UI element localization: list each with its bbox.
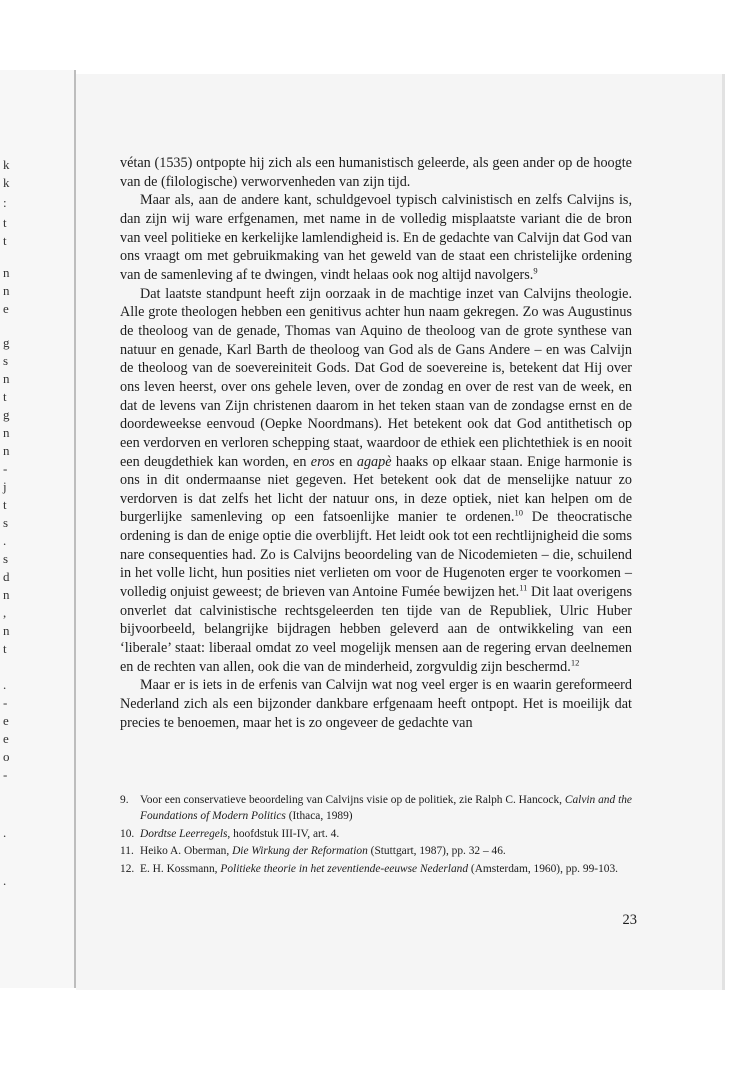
footnote: 11. Heiko A. Oberman, Die Wirkung der Reformation (Stuttgart, 1987), pp. 32 – 46.: [120, 845, 506, 858]
margin-fragment: g: [3, 335, 10, 350]
margin-fragment: -: [3, 695, 8, 710]
book-page: [76, 74, 725, 990]
margin-fragment: t: [3, 233, 7, 248]
footnote-ref[interactable]: 11: [519, 582, 528, 593]
footnote-ref[interactable]: 9: [533, 265, 538, 276]
margin-fragment: -: [3, 461, 8, 476]
paragraph: Dat laatste standpunt heeft zijn oorzaak in de machtige inzet van Calvijns theologie. Alle grote theologen hebben een genitivus achter hun naam gekregen. Zo was Augustinus de theoloog van de genade, Thomas van Aquino de theoloog van de grote synthese van natuur en genade, Karl Barth de theoloog van God als de Gans Andere – en was Calvijn de theoloog van de soevereiniteit Gods. Dat God de soevereine is, betekent dat Hij over ons leven heerst, over ons gehele leven, over de zondag en over de rest van de week, en dat de levens van Zijn christenen daarom in het teken staan van de zondagse ernst en de doordeweekse eenvoud (Oepke Noordmans). Het betekent ook dat God antithetisch op een verdorven en verloren schepping staat, waardoor de ethiek een plichtethiek is en nooit een deugdethiek kan worden, en eros en agapè haaks op elkaar staan. Enige harmonie is ons in dit ondermaanse niet gegeven. Het betekent ook dat de menselijke natuur zo verdorven is dat zelfs het licht der natuur ons, in deze optiek, niet kan helpen om de burgerlijke samenleving op een fatsoenlijke manier te ordenen.$^{10}$ De theocratische ordening is dan de enige optie die overblijft. Het leidt ook tot een rechtlijnigheid die soms nare consequenties had. Zo is Calvijns beoordeling van de Nicodemieten – die, schuilend in het volle licht, hun posities niet verlieten om voor de Hugenoten erger te voorkomen – volledig onjuist geweest; de brieven van Antoine Fumée bewijzen het.$^{11}$ Dit laat overigens onverlet dat calvinistische rechtsgeleerden ten tijde van de Republiek, Ulric Huber bijvoorbeeld, belangrijke bijdragen hebben geleverd aan de ontwikkeling van een ‘liberale’ staat: liberaal omdat zo veel mogelijk mensen aan de regering ervan deelnemen en de rechten van allen, ook die van de minderheid, zorgvuldig zijn beschermd.$^{12}$: [120, 285, 633, 675]
margin-fragment: k: [3, 175, 10, 190]
margin-fragment: .: [3, 677, 7, 692]
margin-fragment: n: [3, 587, 10, 602]
paragraph: vétan (1535) ontpopte hij zich als een humanistisch geleerde, als geen ander op de hoogte van de (filologische) verworvenheden van zijn tijd.: [120, 155, 632, 190]
footnote: 10. Dordtse Leerregels, hoofdstuk III-IV, art. 4.: [120, 827, 340, 840]
margin-fragment: n: [3, 425, 10, 440]
footnotes: [120, 792, 632, 878]
margin-fragment: n: [3, 371, 10, 386]
left-margin-fragments: [0, 70, 14, 988]
margin-fragment: .: [3, 873, 7, 888]
margin-fragment: n: [3, 265, 10, 280]
margin-fragment: o: [3, 749, 10, 764]
left-facing-page: [0, 70, 76, 988]
body-text: [120, 154, 632, 732]
margin-fragment: t: [3, 389, 7, 404]
paragraph: Maar als, aan de andere kant, schuldgevoel typisch calvinistisch en zelfs Calvijns is, dan zijn wij ware erfgenamen, met name in de volledig misplaatste variant die de bron van veel politieke en kerkelijke lamlendigheid is. En de gedachte van Calvijn dat God van ons vraagt om met gebruikmaking van het geweld van de staat een christelijke ordening van de samenleving af te dwingen, vindt helaas ook nog altijd navolgers.$^9$: [120, 192, 632, 283]
margin-fragment: t: [3, 215, 7, 230]
margin-fragment: s: [3, 515, 9, 530]
margin-fragment: g: [3, 407, 10, 422]
margin-fragment: .: [3, 533, 7, 548]
footnote: 12. E. H. Kossmann, Politieke theorie in het zeventiende-eeuwse Nederland (Amsterdam, 1960), pp. 99-103.: [120, 862, 618, 875]
footnote-ref[interactable]: 10: [514, 507, 523, 518]
margin-fragment: :: [3, 195, 7, 210]
margin-fragment: t: [3, 497, 7, 512]
margin-fragment: d: [3, 569, 10, 584]
footnote: 9. Voor een conservatieve beoordeling van Calvijns visie op de politiek, zie Ralph C. Hancock, Calvin and the Foundations of Modern Politics (Ithaca, 1989): [120, 794, 632, 823]
footnote-ref[interactable]: 12: [570, 656, 580, 667]
margin-fragment: s: [3, 551, 9, 566]
margin-fragment: t: [3, 641, 7, 656]
margin-fragment: n: [3, 283, 10, 298]
page-number: 23: [622, 912, 637, 928]
margin-fragment: n: [3, 443, 10, 458]
margin-fragment: e: [3, 301, 9, 316]
margin-fragment: s: [3, 353, 9, 368]
margin-fragment: j: [3, 479, 7, 494]
margin-fragment: e: [3, 713, 9, 728]
margin-fragment: k: [3, 157, 10, 172]
margin-fragment: ,: [3, 605, 7, 620]
margin-fragment: .: [3, 825, 7, 840]
margin-fragment: n: [3, 623, 10, 638]
paragraph: Maar er is iets in de erfenis van Calvijn wat nog veel erger is en waarin gereformeerd Nederland zich als een bijzonder dankbare erfgenaam heeft ontpopt. Het is moeilijk dat precies te benoemen, maar het is zo ongeveer de gedachte van: [120, 677, 632, 731]
margin-fragment: -: [3, 767, 8, 782]
margin-fragment: e: [3, 731, 9, 746]
